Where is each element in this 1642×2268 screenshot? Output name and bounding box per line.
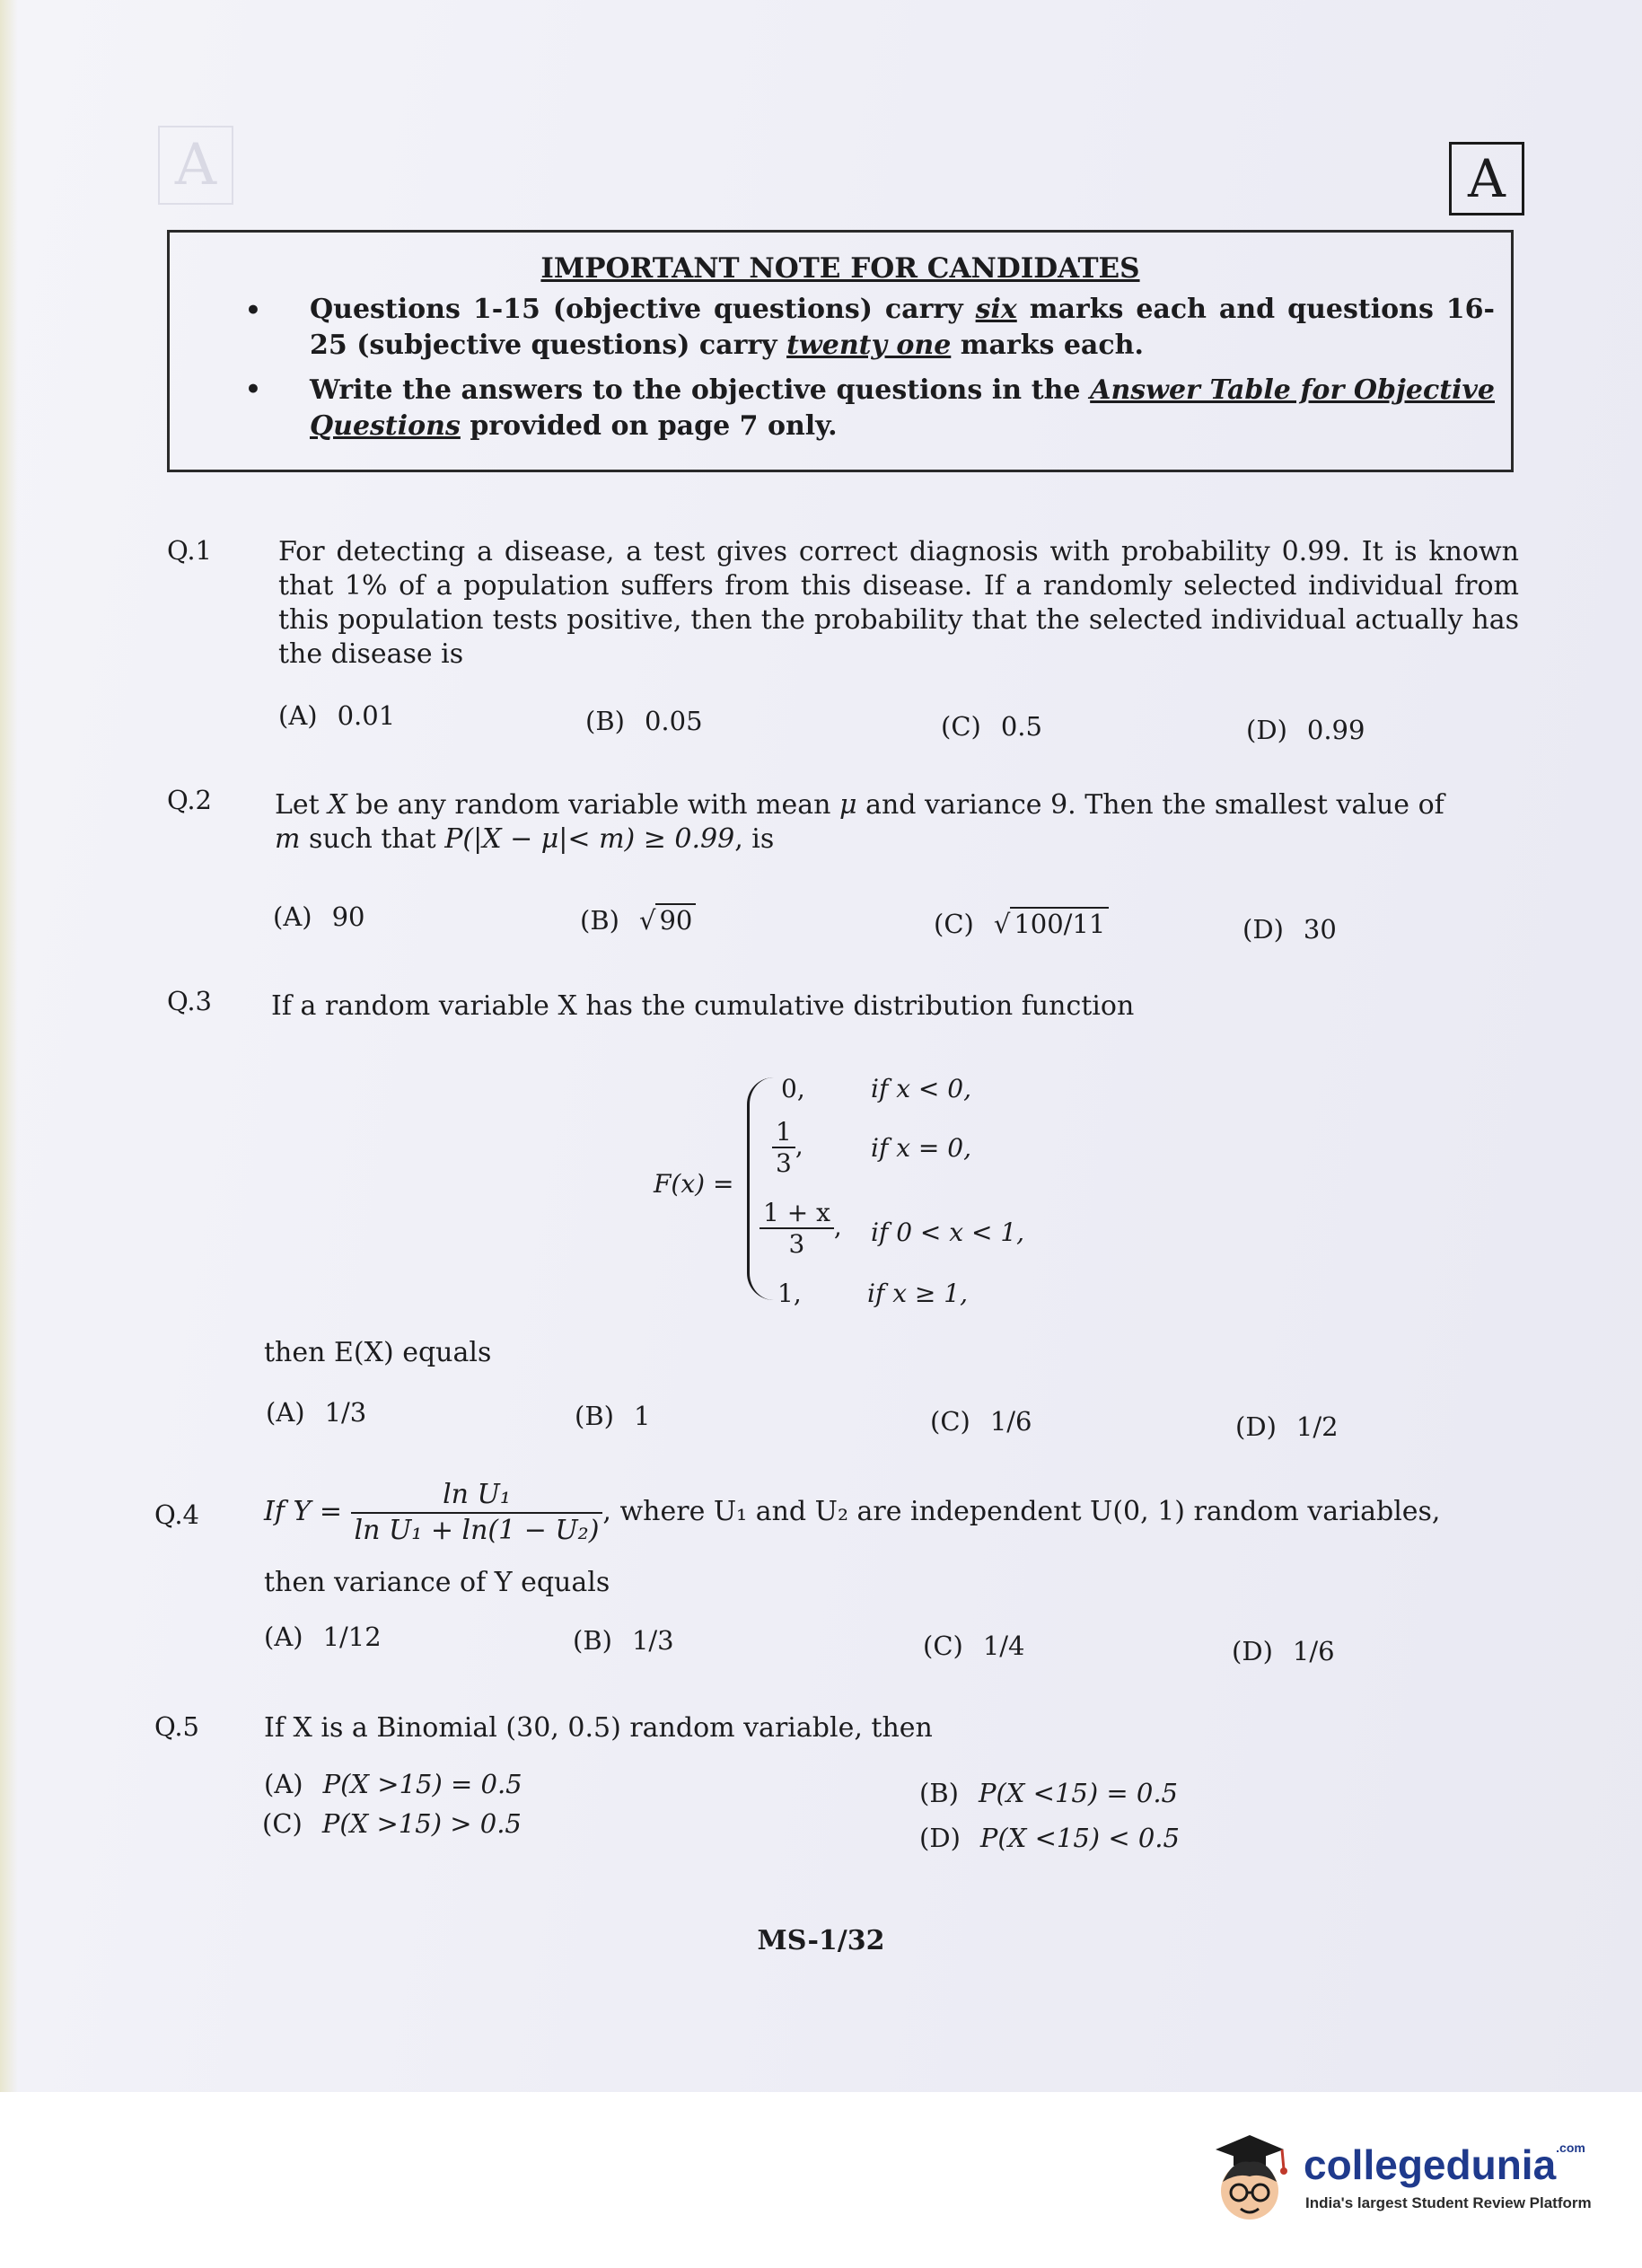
student-mascot-icon bbox=[1198, 2123, 1296, 2230]
bullet: • bbox=[245, 374, 261, 404]
ghost-set-label: A bbox=[158, 126, 233, 205]
question-text: If X is a Binomial (30, 0.5) random variable, then bbox=[264, 1712, 933, 1744]
brand-name: collegedunia$^{.com}$ bbox=[1304, 2141, 1585, 2188]
option: (C) P(X >15) > 0.5 bbox=[262, 1808, 522, 1839]
question-text-line2: then variance of Y equals bbox=[264, 1567, 610, 1598]
cdf-case-value: $\frac{1 + x}{3}$ , bbox=[760, 1198, 842, 1259]
note-item-marks: Questions 1-15 (objective questions) carry six marks each and questions 16-25 (subjective questions) carry twenty one marks each. bbox=[310, 294, 1495, 361]
bullet: • bbox=[245, 295, 261, 325]
important-note-box bbox=[167, 230, 1514, 472]
question-text: Let X be any random variable with mean μ and variance 9. Then the smallest value of m such that P(|X − μ|< m) ≥ 0.99, is bbox=[275, 789, 1444, 855]
option: (B) √ 90 bbox=[580, 905, 696, 936]
option: (A) 1/12 bbox=[264, 1622, 382, 1652]
cdf-case-condition: if x < 0, bbox=[871, 1074, 971, 1103]
cdf-case-condition: if 0 < x < 1, bbox=[871, 1218, 1025, 1247]
question-text: For detecting a disease, a test gives correct diagnosis with probability 0.99. It is known that 1% of a population suffers from this disease. If a randomly selected individual from this population tests positive, then the probability that the selected individual actually has the disease is bbox=[278, 536, 1519, 670]
cdf-case-value: 0, bbox=[781, 1074, 805, 1103]
cdf-lhs: F(x) = bbox=[654, 1169, 734, 1199]
option: (C) 0.5 bbox=[941, 711, 1042, 742]
cdf-case-value: 1, bbox=[777, 1279, 802, 1308]
option: (C) √ 100/11 bbox=[934, 909, 1109, 939]
option: (C) 1/6 bbox=[930, 1406, 1032, 1437]
note-title: IMPORTANT NOTE FOR CANDIDATES bbox=[540, 252, 1140, 285]
option: (D) 1/2 bbox=[1235, 1411, 1339, 1442]
collegedunia-logo bbox=[1198, 2123, 1629, 2230]
page-number: MS-1/32 bbox=[757, 1925, 885, 1956]
cdf-case-condition: if x ≥ 1, bbox=[867, 1279, 968, 1308]
option: (D) 0.99 bbox=[1246, 715, 1365, 745]
option: (A) 0.01 bbox=[278, 700, 396, 731]
question-number: Q.3 bbox=[167, 986, 212, 1016]
note-item-answer-table: Write the answers to the objective questions in the Answer Table for Objective Questions provided on page 7 only. bbox=[310, 374, 1495, 442]
option: (B) 1 bbox=[575, 1401, 651, 1431]
set-label-box: A bbox=[1449, 142, 1524, 215]
question-number: Q.1 bbox=[167, 535, 212, 566]
question-number: Q.5 bbox=[154, 1711, 199, 1742]
option: (A) 90 bbox=[273, 901, 365, 932]
option: (A) 1/3 bbox=[266, 1397, 367, 1428]
question-tail: then E(X) equals bbox=[264, 1337, 492, 1368]
option: (D) 30 bbox=[1242, 914, 1337, 945]
option: (A) P(X >15) = 0.5 bbox=[264, 1769, 522, 1799]
option: (C) 1/4 bbox=[923, 1631, 1025, 1661]
option: (B) 0.05 bbox=[585, 706, 703, 736]
question-number: Q.2 bbox=[167, 785, 212, 815]
option: (B) 1/3 bbox=[573, 1625, 674, 1656]
paper-edge bbox=[0, 0, 18, 2092]
option: (D) P(X <15) < 0.5 bbox=[919, 1823, 1180, 1853]
brand-tagline: India's largest Student Review Platform bbox=[1305, 2194, 1592, 2211]
cdf-case-condition: if x = 0, bbox=[871, 1133, 971, 1163]
question-text: If Y = $\frac{\text{ln U₁}}{\text{ln U₁ + ln(1 − U₂)}}$ , where U₁ and U₂ are independent U(0, 1) random variables, bbox=[264, 1479, 1441, 1546]
cdf-case-value: $\frac{1}{3}$ , bbox=[772, 1117, 803, 1178]
question-text: If a random variable X has the cumulative distribution function bbox=[271, 990, 1135, 1022]
option: (D) 1/6 bbox=[1232, 1636, 1335, 1666]
cases-brace bbox=[747, 1077, 777, 1300]
option: (B) P(X <15) = 0.5 bbox=[919, 1778, 1179, 1808]
question-number: Q.4 bbox=[154, 1499, 199, 1530]
